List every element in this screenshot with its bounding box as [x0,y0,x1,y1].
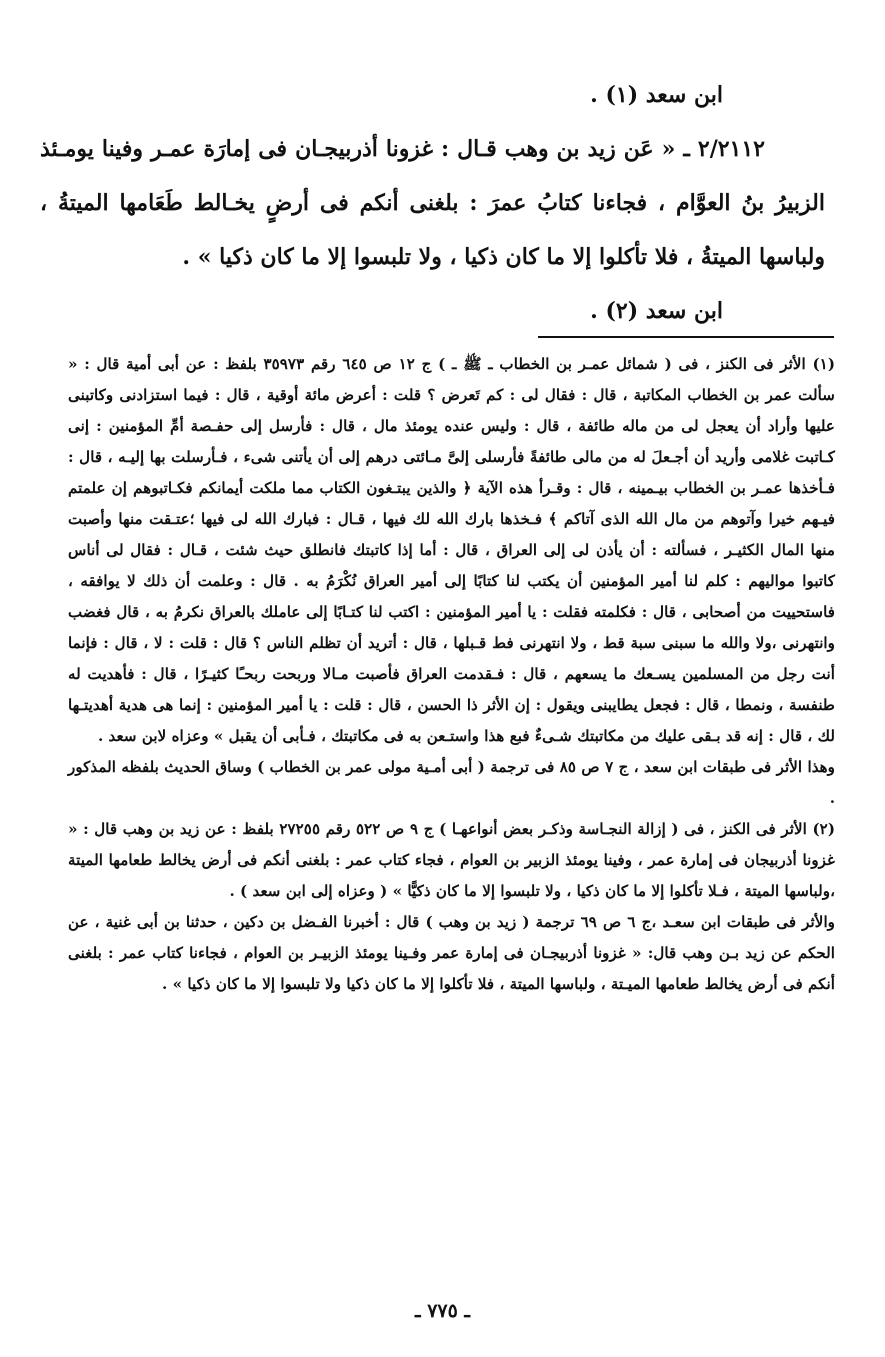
footnote-1-addendum: وهذا الأثر فى طبقات ابن سعد ، ج ٧ ص ٨٥ فى ترجمة ( أبى أمـية مولى عمر بن الخطاب ) وساق الحديث بلفظه المذكور . [68,758,836,807]
footnote-2-addendum: والأثر فى طبقات ابن سعـد ،ج ٦ ص ٦٩ ترجمة ( زيد بن وهب ) قال : أخبرنا الفـضل بن دكين ، حدثنا بن أبى غنية ، عن الحكم عن زيد بـن وهب قال: « غزونا أذربيجـان فى إمارة عمر وفـينا يومئذ الزبيـر بن العوام ، فجاءنا كتاب عمر : بلغنى أنكم فى أرض يخالط طعامها الميـتة ، ولباسها الميتة ، فلا تأكلوا إلا ما كان ذكيا ولا تلبسوا إلا ما كان ذكيا » . [68,913,835,993]
footnote-1: (١) الأثر فى الكنز ، فى ( شمائل عمـر بن الخطاب ـ ﷺ ـ ) ج ١٢ ص ٦٤٥ رقم ٣٥٩٧٣ بلفظ : عن أبى أمية قال : « سألت عمر بن الخطاب المكاتبة ، قال : فقال لى : كم تَعرض ؟ قلت : أعرض مائة أوقية ، قال : فيما استزادنى وكاتبنى عليها وأراد أن يعجل لى من ماله طائفة ، قال : وليس عنده يومئذ مال ، قال : فأرسل إلى حفـصة أمِّ المؤمنين : إنى كـاتبت غلامى وأريد أن أجـعلَ له من مالى طائفةً فأرسلى إلىَّ مـائتى درهم إلى أن يأتنى شىء ، فـأرسلت بها إليـه ، قال : فـأخذها عمـر بن الخطاب بيـمينه ، قال : وقـرأ هذه الآية ﴿ والذين يبتـغون الكتاب مما ملكت أيمانكم فكـاتبوهم إن علمتم فيـهم خيرا وآتوهم من مال الله الذى آتاكم ﴾ فـخذها بارك الله لك فيها ، قـال : فبارك الله لى فيها ؛عتـقت منها وأصبت منها المال الكثيـر ، فسألته : أن يأذن لى إلى العراق ، قال : أما إذا كاتبتك فانطلق حيث شئت ، قـال : فقال لى أناس كاتبوا مواليهم : كلم لنا أمير المؤمنين أن يكتب لنا كتابًا إلى أمير العراق نُكْرَمُ به . قال : وعلمت أن ذلك لا يوافقه ، فاستحييت من أصحابى ، قال : فكلمته فقلت : يا أمير المؤمنين : اكتب لنا كتـابًا إلى عاملك بالعراق نكرمُ به ، قال فغضب وانتهرنى ،ولا والله ما سبنى سبة قط ، ولا انتهرنى فط قـبلها ، قال : أتريد أن تظلم الناس ؟ قال : قلت : لا ، قال : فإنما أنت رجل من المسلمين يسـعك ما يسعهم ، قال : فـقدمت العراق فأصبت مـالا وربحت ربحـًا كثيـرًا ، قال : فأهديت له طنفسة ، ونمطا ، قال : فجعل يطايبنى ويقول : إن الأثر ذا الحسن ، قال : قلت : يا أمير المؤمنين : إنما هى هدية أهديتـها لك ، قال : إنه قد بـقى عليك من مكاتبتك شـىءٌ فبع هذا واستـعن به فى مكاتبتك ، فـأبى أن يقبل » وعزاه لابن سعد . [68,355,835,745]
hadith-text: ٢/٢١١٢ ـ « عَن زيد بن وهب قـال : غزونا أذربيجـان فى إمارَة عمـر وفينا يومـئذ الزبيرُ بنُ العوَّام ، فجاءنا كتابُ عمرَ : بلغنى أنكم فى أرضٍ يخـالط طَعَامها الميتةُ ، ولباسها الميتةُ ، فلا تأكلوا إلا ما كان ذكيا ، ولا تلبسوا إلا ما كان ذكيا » . [40,136,825,270]
source-reference-2: ابن سعد (٢) . [590,298,723,324]
main-text [40,68,825,338]
source-reference-1: ابن سعد (١) . [590,82,723,108]
footnotes [68,349,835,1000]
page-number: ـ ٧٧٥ ـ [415,1300,470,1322]
footnote-separator [538,336,834,338]
footnote-2: (٢) الأثر فى الكنز ، فى ( إزالة النجـاسة وذكـر بعض أنواعهـا ) ج ٩ ص ٥٢٢ رقم ٢٧٢٥٥ بلفظ : عن زيد بن وهب قال : « غزونا أذربيجان فى إمارة عمر ، وفينا يومئذ الزبير بن العوام ، فجاء كتاب عمر : بلغنى أنكم فى أرض يخالط طعامها الميتة ،ولباسها الميتة ، فـلا تأكلوا إلا ما كان ذكيا ، ولا تلبسوا إلا ما كان ذكيًّا » ( وعزاه إلى ابن سعد ) . [68,820,835,900]
